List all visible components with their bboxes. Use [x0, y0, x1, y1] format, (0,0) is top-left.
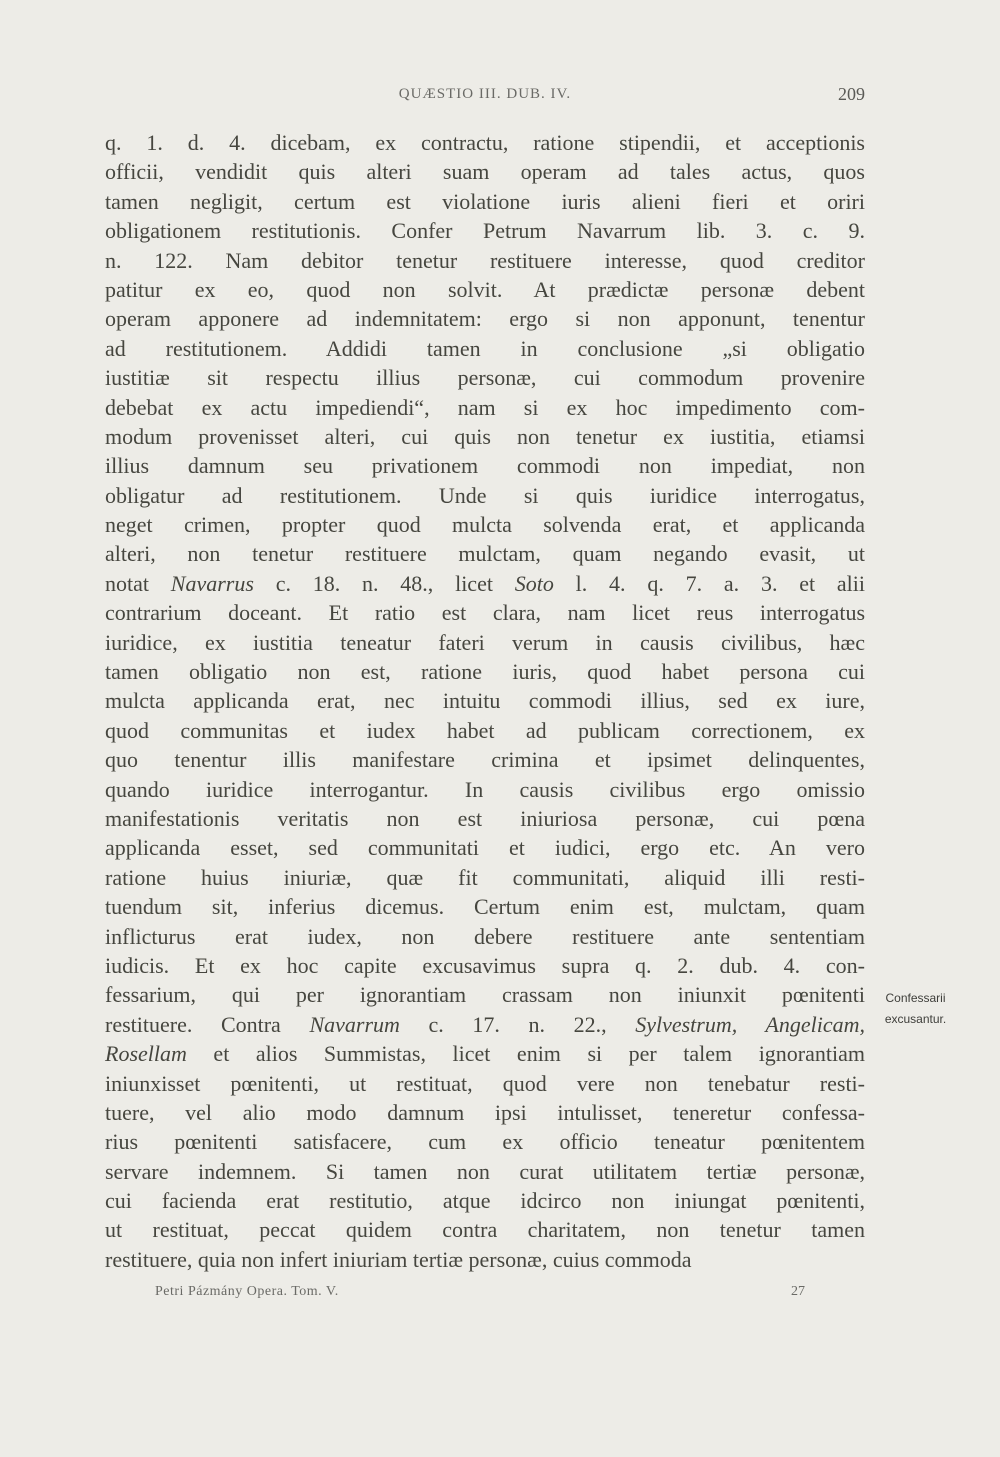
- text-line: [105, 363, 865, 392]
- text-segment: iuridice, ex iustitia teneatur fateri verum in causis civilibus, hæc: [105, 629, 865, 655]
- text-line: [105, 1098, 865, 1127]
- text-segment: contrarium doceant. Et ratio est clara, nam licet reus interrogatus: [105, 600, 865, 626]
- text-line: [105, 1039, 865, 1068]
- text-segment: restituere, quia non infert iniuriam tertiæ personæ, cuius commoda: [105, 1246, 692, 1272]
- text-segment: alteri, non tenetur restituere mulctam, quam negando evasit, ut: [105, 541, 865, 567]
- text-line: [105, 1127, 865, 1156]
- text-segment: inflicturus erat iudex, non debere restituere ante sententiam: [105, 923, 865, 949]
- italic-citation: Navarrus: [170, 570, 254, 596]
- text-segment: cui facienda erat restitutio, atque idcirco non iniungat pœnitenti,: [105, 1188, 865, 1214]
- text-line: [105, 1245, 865, 1274]
- text-line: [105, 422, 865, 451]
- text-segment: q. 1. d. 4. dicebam, ex contractu, ratione stipendii, et acceptionis: [105, 130, 865, 155]
- text-segment: tuere, vel alio modo damnum ipsi intulisset, teneretur confessa-: [105, 1099, 865, 1125]
- text-segment: debebat ex actu impediendi“, nam si ex hoc impedimento com-: [105, 394, 865, 420]
- text-line: [105, 1215, 865, 1244]
- margin-note-line: excusantur.: [884, 1012, 947, 1026]
- text-line: [105, 863, 865, 892]
- text-line: [105, 598, 865, 627]
- text-line: [105, 1157, 865, 1186]
- text-line: [105, 804, 865, 833]
- text-line: [105, 510, 865, 539]
- text-segment: obligationem restitutionis. Confer Petrum Navarrum lib. 3. c. 9.: [105, 218, 865, 244]
- text-segment: n. 122. Nam debitor tenetur restituere interesse, quod creditor: [105, 247, 865, 273]
- running-head: [105, 86, 865, 110]
- text-line: [105, 393, 865, 422]
- text-segment: officii, vendidit quis alteri suam operam ad tales actus, quos: [105, 159, 865, 185]
- text-line: [105, 980, 865, 1009]
- text-segment: iustitiæ sit respectu illius personæ, cui commodum provenire: [105, 365, 865, 391]
- text-line: [105, 628, 865, 657]
- italic-citation: Soto: [514, 570, 554, 596]
- text-line: [105, 892, 865, 921]
- italic-citation: Rosellam: [105, 1041, 187, 1067]
- text-segment: tamen negligit, certum est violatione iuris alieni fieri et oriri: [105, 188, 865, 214]
- text-segment: l. 4. q. 7. a. 3. et alii: [553, 570, 865, 596]
- text-segment: notat: [105, 570, 171, 596]
- text-segment: operam apponere ad indemnitatem: ergo si non apponunt, tenentur: [105, 306, 865, 332]
- text-line: [105, 275, 865, 304]
- text-segment: c. 17. n. 22.,: [399, 1011, 636, 1037]
- footer-volume: Petri Pázmány Opera. Tom. V.: [155, 1284, 339, 1299]
- text-segment: restituere. Contra: [105, 1011, 310, 1037]
- text-segment: patitur ex eo, quod non solvit. At prædictæ personæ debent: [105, 276, 865, 302]
- margin-note-line: Confessarii: [885, 991, 946, 1005]
- text-line: [105, 922, 865, 951]
- text-segment: ratione huius iniuriæ, quæ fit communitati, aliquid illi resti-: [105, 864, 865, 890]
- text-line: [105, 1186, 865, 1215]
- margin-note: [868, 988, 963, 1030]
- text-line: [105, 745, 865, 774]
- text-segment: iniunxisset pœnitenti, ut restituat, quod vere non tenebatur resti-: [105, 1070, 865, 1096]
- footer: [155, 1284, 805, 1304]
- text-segment: iudicis. Et ex hoc capite excusavimus supra q. 2. dub. 4. con-: [105, 952, 865, 978]
- text-line: [105, 246, 865, 275]
- text-segment: tamen obligatio non est, ratione iuris, quod habet persona cui: [105, 659, 865, 685]
- running-title: QUÆSTIO III. DUB. IV.: [398, 86, 572, 102]
- text-segment: rius pœnitenti satisfacere, cum ex officio teneatur pœnitentem: [105, 1129, 865, 1155]
- page-number: 209: [838, 84, 865, 104]
- text-segment: tuendum sit, inferius dicemus. Certum enim est, mulctam, quam: [105, 894, 865, 920]
- text-segment: c. 18. n. 48., licet: [253, 570, 515, 596]
- text-line: [105, 657, 865, 686]
- text-segment: quo tenentur illis manifestare crimina et ipsimet delinquentes,: [105, 747, 865, 773]
- text-segment: servare indemnem. Si tamen non curat utilitatem tertiæ personæ,: [105, 1158, 865, 1184]
- text-line: [105, 569, 865, 598]
- text-segment: fessarium, qui per ignorantiam crassam non iniunxit pœnitenti: [105, 982, 865, 1008]
- text-segment: et alios Summistas, licet enim si per talem ignorantiam: [186, 1041, 865, 1067]
- text-segment: illius damnum seu privationem commodi non impediat, non: [105, 453, 865, 479]
- text-line: [105, 716, 865, 745]
- text-segment: ad restitutionem. Addidi tamen in conclusione „si obligatio: [105, 335, 865, 361]
- text-line: [105, 951, 865, 980]
- text-line: [105, 775, 865, 804]
- text-segment: applicanda esset, sed communitati et iudici, ergo etc. An vero: [105, 835, 865, 861]
- text-line: [105, 128, 865, 157]
- body-text: [105, 128, 865, 1274]
- text-line: [105, 539, 865, 568]
- text-line: [105, 216, 865, 245]
- text-line: [105, 187, 865, 216]
- text-segment: ut restituat, peccat quidem contra charitatem, non tenetur tamen: [105, 1217, 865, 1243]
- text-line: [105, 686, 865, 715]
- text-segment: modum provenisset alteri, cui quis non tenetur ex iustitia, etiamsi: [105, 423, 865, 449]
- italic-citation: Navarrum: [309, 1011, 400, 1037]
- text-line: [105, 304, 865, 333]
- footer-signature: 27: [791, 1284, 805, 1299]
- text-segment: quando iuridice interrogantur. In causis civilibus ergo omissio: [105, 776, 865, 802]
- text-line: [105, 481, 865, 510]
- text-segment: neget crimen, propter quod mulcta solvenda erat, et applicanda: [105, 512, 865, 538]
- text-line: [105, 833, 865, 862]
- text-segment: manifestationis veritatis non est iniuriosa personæ, cui pœna: [105, 805, 865, 831]
- text-line: [105, 1010, 865, 1039]
- italic-citation: Sylvestrum, Angelicam,: [635, 1011, 866, 1037]
- text-line: [105, 157, 865, 186]
- text-line: [105, 451, 865, 480]
- text-segment: obligatur ad restitutionem. Unde si quis iuridice interrogatus,: [105, 482, 865, 508]
- text-segment: mulcta applicanda erat, nec intuitu commodi illius, sed ex iure,: [105, 688, 865, 714]
- text-segment: quod communitas et iudex habet ad publicam correctionem, ex: [105, 717, 865, 743]
- text-line: [105, 1069, 865, 1098]
- text-line: [105, 334, 865, 363]
